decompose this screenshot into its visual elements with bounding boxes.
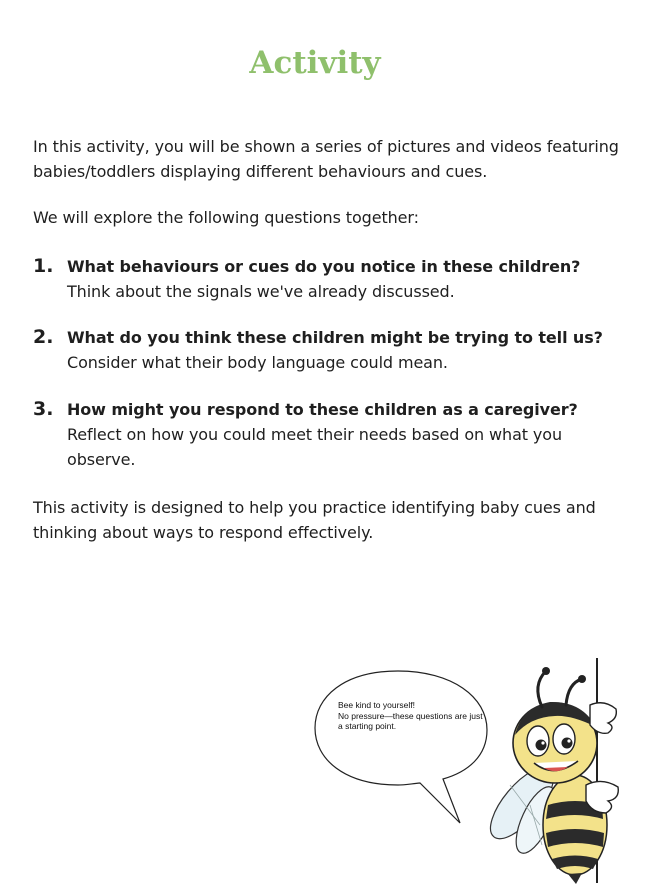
question-detail: Consider what their body language could mean. bbox=[67, 353, 448, 372]
question-heading: What behaviours or cues do you notice in these children? bbox=[67, 257, 581, 276]
question-detail: Think about the signals we've already discussed. bbox=[67, 282, 455, 301]
question-number: 3. bbox=[33, 398, 54, 420]
bee-mascot-icon bbox=[310, 655, 640, 885]
speech-bubble-text bbox=[338, 700, 488, 732]
question-detail: Reflect on how you could meet their needs based on what you observe. bbox=[67, 425, 563, 469]
bubble-line: Bee kind to yourself! bbox=[338, 700, 416, 710]
question-heading: How might you respond to these children as a caregiver? bbox=[67, 400, 578, 419]
lead-paragraph: We will explore the following questions together: bbox=[33, 208, 419, 227]
bubble-line: No pressure—these questions are just a starting point. bbox=[338, 710, 483, 731]
question-number: 2. bbox=[33, 326, 54, 348]
intro-paragraph: In this activity, you will be shown a series of pictures and videos featuring babies/toddlers displaying different behaviours and cues. bbox=[33, 137, 619, 181]
bee-antennae bbox=[538, 667, 586, 707]
page-title: Activity bbox=[249, 45, 381, 81]
question-number: 1. bbox=[33, 255, 54, 277]
bee-head bbox=[513, 702, 597, 783]
speech-bubble bbox=[315, 671, 487, 823]
outro-paragraph: This activity is designed to help you practice identifying baby cues and thinking about ways to respond effectively. bbox=[33, 498, 596, 542]
question-heading: What do you think these children might be trying to tell us? bbox=[67, 328, 603, 347]
